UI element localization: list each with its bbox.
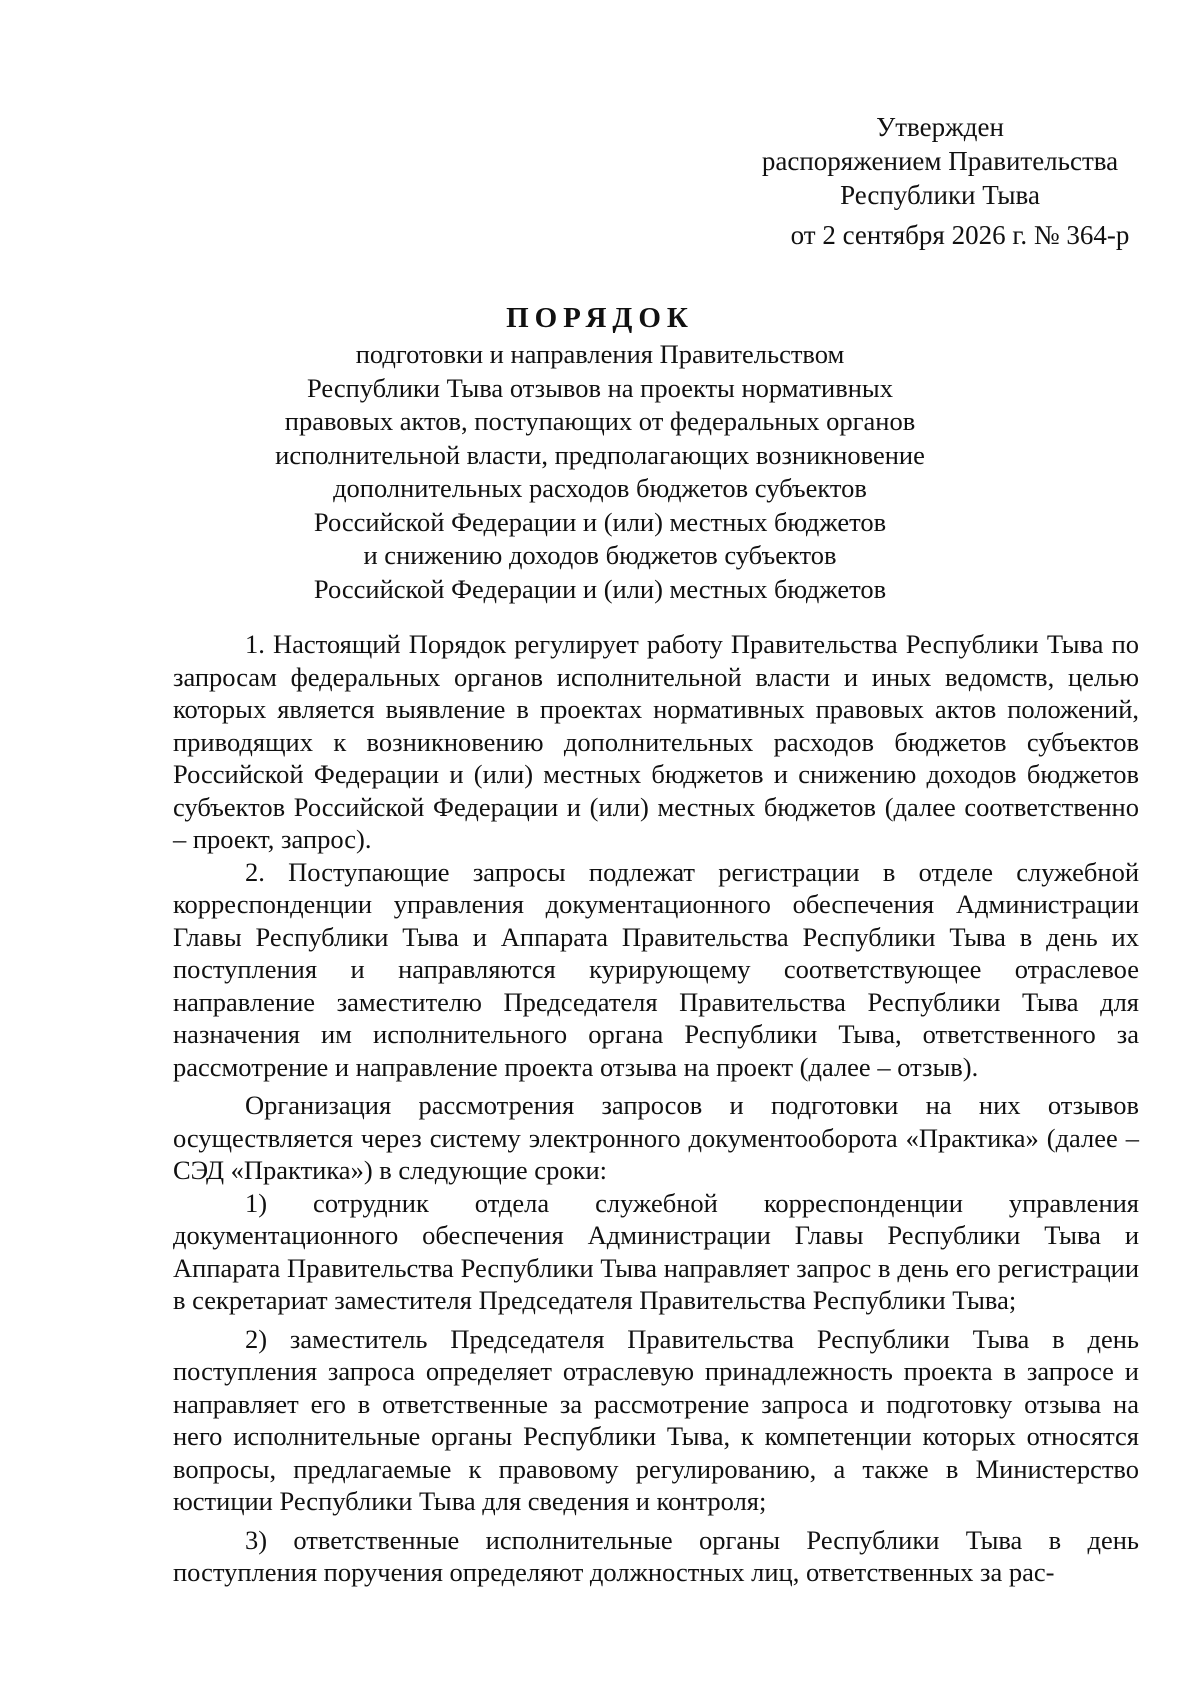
paragraph: 1. Настоящий Порядок регулирует работу Правительства Республики Тыва по запросам федеральных органов исполнительной власти и иных ведомств, целью которых является выявление в проектах нормативных правовых актов положений, приводящих к возникновению дополнительных расходов бюджетов субъектов Российской Федерации и (или) местных бюджетов и снижению доходов бюджетов субъектов Российской Федерации и (или) местных бюджетов (далее соответственно – проект, запрос).	[173, 629, 1139, 854]
document-title: ПОРЯДОК	[506, 302, 694, 334]
paragraph: 2. Поступающие запросы подлежат регистрации в отделе служебной корреспонденции управления документационного обеспечения Администрации Главы Республики Тыва и Аппарата Правительства Республики Тыва в день их поступления и направляются курирующему соответствующее отраслевое направление заместителю Председателя Правительства Республики Тыва для назначения им исполнительного органа Республики Тыва, ответственного за рассмотрение и направление проекта отзыва на проект (далее – отзыв).	[173, 856, 1139, 1082]
subtitle-line: исполнительной власти, предполагающих возникновение	[275, 439, 925, 470]
document-body	[173, 628, 1139, 1589]
paragraph: 2) заместитель Председателя Правительства Республики Тыва в день поступления запроса определяет отраслевую принадлежность проекта в запросе и направляет его в ответственные за рассмотрение запроса и подготовку отзыва на него исполнительные органы Республики Тыва, к компетенции которых относятся вопросы, предлагаемые к правовому регулированию, а также в Министерство юстиции Республики Тыва для сведения и контроля;	[173, 1323, 1139, 1516]
approval-line: распоряжением Правительства	[761, 146, 1119, 176]
paragraph: Организация рассмотрения запросов и подготовки на них отзывов осуществляется через систему электронного документооборота «Практика» (далее – СЭД «Практика») в следующие сроки:	[173, 1090, 1139, 1185]
subtitle-line: Республики Тыва отзывов на проекты нормативных	[307, 372, 893, 403]
subtitle-line: и снижению доходов бюджетов субъектов	[363, 540, 837, 570]
approval-line: Утвержден	[876, 112, 1004, 142]
subtitle-line: Российской Федерации и (или) местных бюджетов	[313, 573, 887, 604]
approval-line: Республики Тыва	[840, 180, 1040, 210]
subtitle-line: правовых актов, поступающих от федеральных органов	[284, 406, 916, 436]
document-heading	[230, 300, 970, 606]
approval-stamp	[740, 110, 1140, 252]
subtitle-line: дополнительных расходов бюджетов субъектов	[333, 473, 867, 503]
subtitle-line: подготовки и направления Правительством	[355, 339, 845, 369]
paragraph: 3) ответственные исполнительные органы Республики Тыва в день поступления поручения определяют должностных лиц, ответственных за рас-	[173, 1524, 1139, 1587]
approval-date: от 2 сентября 2026 г. № 364-р	[790, 220, 1130, 250]
paragraph: 1) сотрудник отдела служебной корреспонденции управления документационного обеспечения Администрации Главы Республики Тыва и Аппарата Правительства Республики Тыва направляет запрос в день его регистрации в секретариат заместителя Председателя Правительства Республики Тыва;	[173, 1187, 1139, 1315]
subtitle-line: Российской Федерации и (или) местных бюджетов	[313, 506, 887, 537]
